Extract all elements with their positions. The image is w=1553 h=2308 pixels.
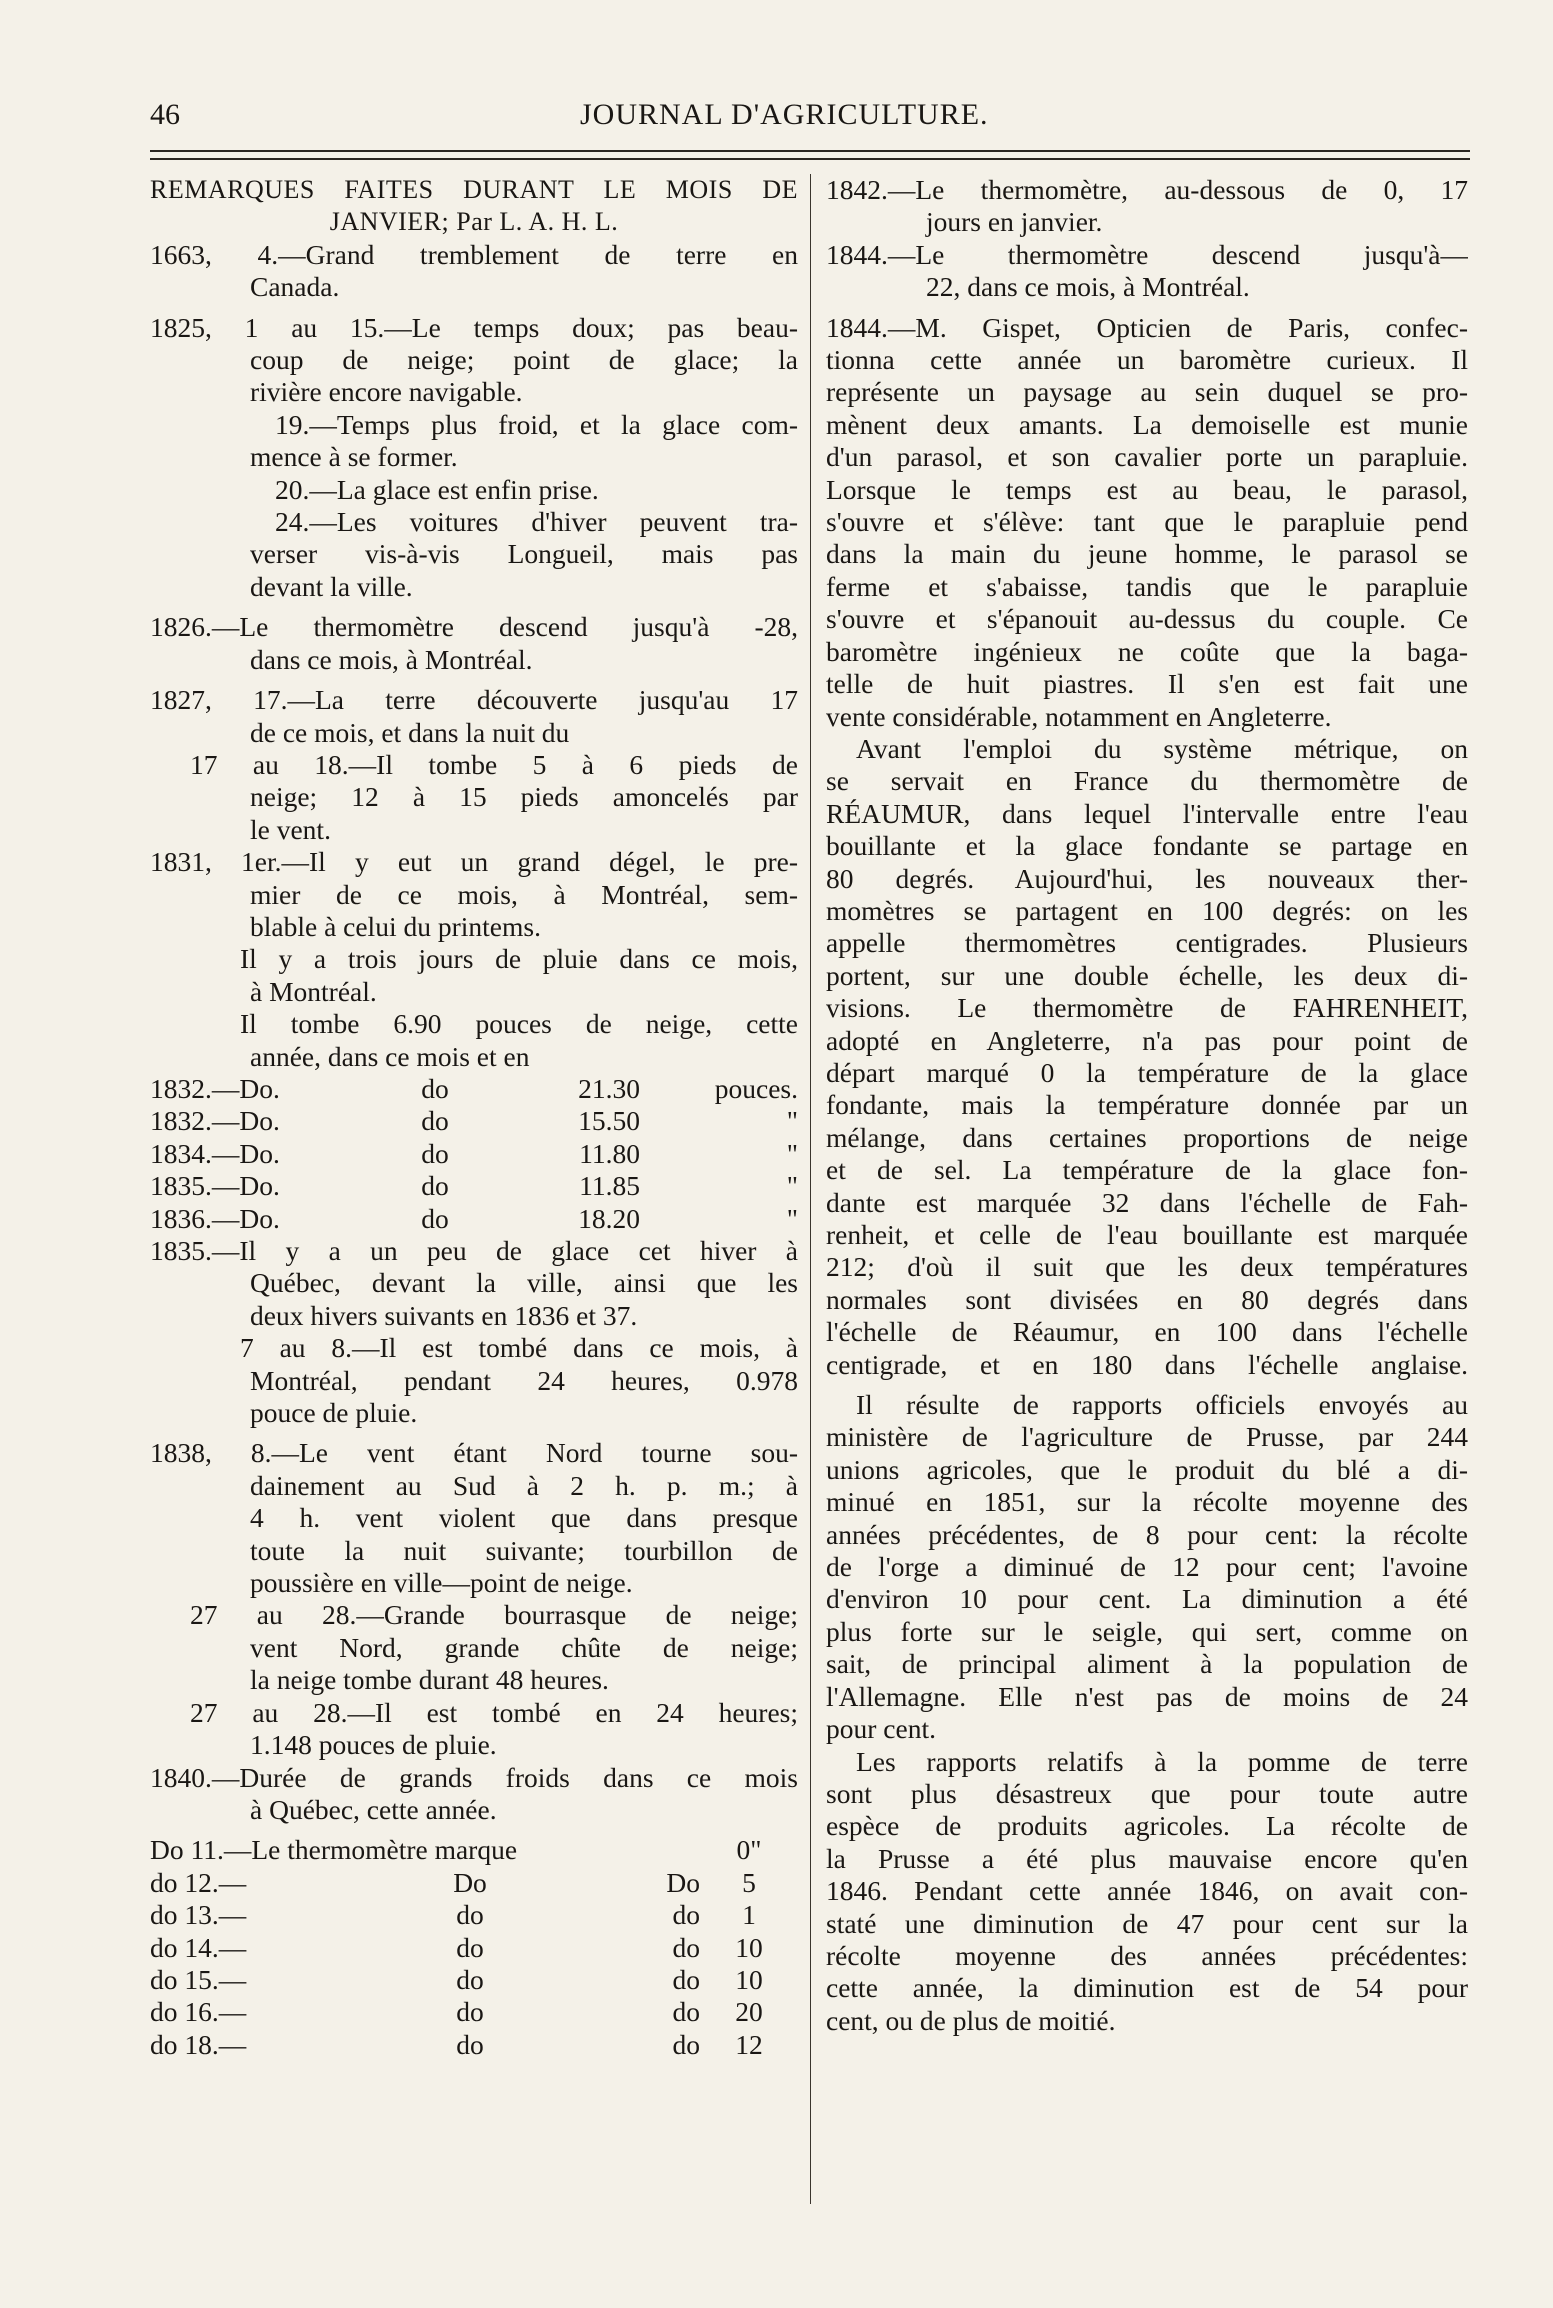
text-line: Lorsque le temps est au beau, le parasol, [826, 473, 1468, 505]
page-header [150, 98, 1470, 138]
paragraph-barometer [826, 312, 1468, 733]
section-heading [150, 174, 798, 239]
text-line: 1825, 1 au 15.—Le temps doux; pas beau- [150, 311, 798, 343]
text-line: appelle thermomètres centigrades. Plusieurs [826, 927, 1468, 959]
text-line: telle de huit piastres. Il s'en est fait une [826, 668, 1468, 700]
text-line: d'un parasol, et son cavalier porte un parapluie. [826, 441, 1468, 473]
text-line: dans la main du jeune homme, le parasol se [826, 538, 1468, 570]
text-line: Québec, devant la ville, ainsi que les [250, 1267, 798, 1299]
table-row [150, 1867, 798, 1899]
text-line: 1844.—Le thermomètre descend jusqu'à— [826, 238, 1468, 270]
text-line: ministère de l'agriculture de Prusse, par 244 [826, 1421, 1468, 1453]
text-line: récolte moyenne des années précédentes: [826, 1939, 1468, 1971]
text-line: 1835.—Il y a un peu de glace cet hiver à [150, 1235, 798, 1266]
text-line: do [421, 1137, 449, 1169]
text-line: pour cent. [826, 1713, 936, 1745]
text-line: 20 [735, 1996, 763, 2028]
text-line: Do [453, 1866, 487, 1898]
text-line: do [672, 1899, 700, 1931]
text-line: Avant l'emploi du système métrique, on [856, 732, 1468, 764]
text-line: toute la nuit suivante; tourbillon de [250, 1534, 798, 1566]
text-line: 1844.—M. Gispet, Opticien de Paris, confec- [826, 311, 1468, 343]
text-line: 10 [735, 1963, 763, 1995]
text-line: et de sel. La température de la glace fon- [826, 1154, 1468, 1186]
text-line: mence à se former. [250, 441, 458, 473]
text-line: do [421, 1170, 449, 1202]
text-line: do [672, 1996, 700, 2028]
text-line: plus forte sur le seigle, qui sert, comme on [826, 1615, 1468, 1647]
text-line: 5 [742, 1866, 756, 1898]
text-line: pouce de pluie. [250, 1397, 418, 1429]
text-line: do [456, 1996, 484, 2028]
text-line: do [456, 1963, 484, 1995]
text-line: bouillante et la glace fondante se partage en [826, 830, 1468, 862]
text-line: années précédentes, de 8 pour cent: la récolte [826, 1518, 1468, 1550]
entry-1825 [150, 312, 798, 604]
text-line: le vent. [250, 813, 331, 845]
text-line: cette année, la diminution est de 54 pour [826, 1972, 1468, 2004]
text-line: do [456, 2028, 484, 2060]
text-line: blable à celui du printems. [250, 910, 541, 942]
text-line: 15.50 [578, 1105, 640, 1137]
text-line: " [786, 1137, 798, 1169]
text-line: dainement au Sud à 2 h. p. m.; à [250, 1469, 798, 1501]
text-line: unions agricoles, que le produit du blé a di- [826, 1453, 1468, 1485]
text-line: devant la ville. [250, 570, 413, 602]
text-line: REMARQUES FAITES DURANT LE MOIS DE [150, 175, 798, 204]
text-line: 22, dans ce mois, à Montréal. [926, 271, 1250, 303]
text-line: 1832.—Do. [150, 1072, 280, 1104]
text-line: pouces. [714, 1072, 798, 1104]
text-line: à Québec, cette année. [250, 1793, 497, 1825]
text-line: dans ce mois, à Montréal. [250, 643, 533, 675]
text-line: centigrade, et en 180 dans l'échelle anglaise. [826, 1348, 1468, 1380]
text-line: baromètre ingénieux ne coûte que la baga- [826, 635, 1468, 667]
text-line: s'ouvre et s'élève: tant que le parapluie pend [826, 506, 1468, 538]
text-line: cent, ou de plus de moitié. [826, 2004, 1116, 2036]
text-line: 20.—La glace est enfin prise. [275, 473, 599, 505]
text-line: 80 degrés. Aujourd'hui, les nouveaux ther- [826, 862, 1468, 894]
text-line: " [786, 1202, 798, 1234]
table-row [150, 1203, 798, 1235]
text-line: jours en janvier. [926, 206, 1103, 238]
text-line: Do 11.—Le thermomètre marque [150, 1834, 518, 1866]
text-line: do 13.— [150, 1899, 247, 1931]
text-line: ferme et s'abaisse, tandis que le parapluie [826, 570, 1468, 602]
text-line: vent Nord, grande chûte de neige; [250, 1631, 798, 1663]
text-line: 1835.—Do. [150, 1170, 280, 1202]
text-line: 1663, 4.—Grand tremblement de terre en [150, 238, 798, 270]
table-row [150, 1170, 798, 1202]
text-line: la Prusse a été plus mauvaise encore qu'en [826, 1842, 1468, 1874]
text-line: représente un paysage au sein duquel se pro- [826, 376, 1468, 408]
paragraph-potato [826, 1746, 1468, 2038]
text-line: poussière en ville—point de neige. [250, 1567, 633, 1599]
text-line: visions. Le thermomètre de FAHRENHEIT, [826, 992, 1468, 1024]
text-line: 1842.—Le thermomètre, au-dessous de 0, 17 [826, 174, 1468, 205]
text-line: deux hivers suivants en 1836 et 37. [250, 1299, 638, 1331]
text-line: 18.20 [578, 1202, 640, 1234]
temperature-table [150, 1834, 798, 2061]
text-line: 1 [742, 1899, 756, 1931]
text-line: do [672, 2028, 700, 2060]
text-line: 21.30 [578, 1072, 640, 1104]
table-row [150, 1932, 798, 1964]
table-row [150, 1899, 798, 1931]
text-line: vente considérable, notamment en Angleterre. [826, 700, 1332, 732]
table-row [150, 1834, 798, 1866]
text-line: 19.—Temps plus froid, et la glace com- [275, 408, 798, 440]
text-line: mier de ce mois, à Montréal, sem- [250, 878, 798, 910]
text-line: mélange, dans certaines proportions de neige [826, 1121, 1468, 1153]
page-number: 46 [150, 98, 180, 131]
text-line: 24.—Les voitures d'hiver peuvent tra- [275, 506, 798, 538]
entry-1838 [150, 1437, 798, 1761]
text-line: 212; d'où il suit que les deux températures [826, 1251, 1468, 1283]
text-line: do [672, 1963, 700, 1995]
text-line: Il y a trois jours de pluie dans ce mois, [240, 943, 798, 975]
running-title: JOURNAL D'AGRICULTURE. [580, 98, 989, 131]
text-line: tionna cette année un baromètre curieux. Il [826, 344, 1468, 376]
text-line: 17 au 18.—Il tombe 5 à 6 pieds de [190, 748, 798, 780]
text-line: espèce de produits agricoles. La récolte de [826, 1810, 1468, 1842]
entry-1663 [150, 239, 798, 304]
text-line: portent, sur une double échelle, les deux di- [826, 959, 1468, 991]
text-line: mènent deux amants. La demoiselle est munie [826, 408, 1468, 440]
text-line: normales sont divisées en 80 degrés dans [826, 1283, 1468, 1315]
text-line: 27 au 28.—Il est tombé en 24 heures; [190, 1696, 798, 1728]
text-line: d'environ 10 pour cent. La diminution a été [826, 1583, 1468, 1615]
text-line: do 14.— [150, 1931, 247, 1963]
paragraph-thermometers [826, 733, 1468, 1381]
text-line: année, dans ce mois et en [250, 1040, 530, 1072]
text-line: la neige tombe durant 48 heures. [250, 1664, 609, 1696]
snow-table [150, 1073, 798, 1235]
entry-1844 [826, 239, 1468, 304]
entry-1840 [150, 1762, 798, 1827]
table-row [150, 1105, 798, 1137]
text-line: sont plus désastreux que pour toute autre [826, 1777, 1468, 1809]
text-line: 0" [736, 1834, 762, 1866]
text-line: Il tombe 6.90 pouces de neige, cette [240, 1008, 798, 1040]
text-line: 12 [735, 2028, 763, 2060]
text-line: do [421, 1202, 449, 1234]
text-line: RÉAUMUR, dans lequel l'intervalle entre l'eau [826, 797, 1468, 829]
entry-1826 [150, 611, 798, 676]
text-line: " [786, 1170, 798, 1202]
text-line: renheit, et celle de l'eau bouillante est marquée [826, 1219, 1468, 1250]
table-row [150, 1138, 798, 1170]
text-line: do [421, 1105, 449, 1137]
text-line: do [456, 1931, 484, 1963]
text-line: do 16.— [150, 1996, 247, 2028]
entry-1827 [150, 684, 798, 846]
paragraph-prussia-harvest [826, 1389, 1468, 1745]
text-line: verser vis-à-vis Longueil, mais pas [250, 538, 798, 570]
text-line: Il résulte de rapports officiels envoyés au [856, 1389, 1468, 1421]
left-column [150, 174, 798, 2224]
text-line: départ marqué 0 la température de la glace [826, 1056, 1468, 1088]
text-line: dante est marquée 32 dans l'échelle de Fah- [826, 1186, 1468, 1218]
text-line: l'Allemagne. Elle n'est pas de moins de 24 [826, 1680, 1468, 1712]
table-row [150, 1996, 798, 2028]
text-line: fondante, mais la température donnée par un [826, 1089, 1468, 1121]
text-line: 1840.—Durée de grands froids dans ce mois [150, 1761, 798, 1793]
entry-1835 [150, 1235, 798, 1429]
text-line: JANVIER; Par L. A. H. L. [329, 207, 619, 237]
text-line: neige; 12 à 15 pieds amoncelés par [250, 781, 798, 813]
text-line: Do [666, 1866, 700, 1898]
text-line: 1838, 8.—Le vent étant Nord tourne sou- [150, 1437, 798, 1469]
entry-1831 [150, 846, 798, 1073]
text-line: 1832.—Do. [150, 1105, 280, 1137]
right-column [826, 174, 1468, 2224]
text-line: Montréal, pendant 24 heures, 0.978 [250, 1364, 798, 1396]
text-line: do [456, 1899, 484, 1931]
text-line: do [421, 1072, 449, 1104]
text-line: se servait en France du thermomètre de [826, 765, 1468, 797]
entry-1842 [826, 174, 1468, 239]
text-line: do 12.— [150, 1866, 247, 1898]
text-line: 4 h. vent violent que dans presque [250, 1502, 798, 1534]
text-line: 1.148 pouces de pluie. [250, 1729, 497, 1761]
text-line: momètres se partagent en 100 degrés: on les [826, 894, 1468, 926]
text-line: coup de neige; point de glace; la [250, 344, 798, 376]
text-line: de ce mois, et dans la nuit du [250, 716, 570, 748]
text-line: staté une diminution de 47 pour cent sur la [826, 1907, 1468, 1939]
text-line: do 18.— [150, 2028, 247, 2060]
text-line: 1834.—Do. [150, 1137, 280, 1169]
text-line: l'échelle de Réaumur, en 100 dans l'échelle [826, 1316, 1468, 1348]
text-line: adopté en Angleterre, n'a pas pour point de [826, 1024, 1468, 1056]
text-line: 1846. Pendant cette année 1846, on avait con- [826, 1875, 1468, 1907]
text-line: de l'orge a diminué de 12 pour cent; l'avoine [826, 1551, 1468, 1583]
column-divider [810, 174, 811, 2204]
header-rule-top [150, 150, 1470, 152]
text-line: minué en 1851, sur la récolte moyenne des [826, 1486, 1468, 1518]
text-line: 1827, 17.—La terre découverte jusqu'au 17 [150, 684, 798, 716]
text-line: 11.85 [579, 1170, 640, 1202]
text-line: Canada. [250, 271, 340, 303]
text-line: 10 [735, 1931, 763, 1963]
table-row [150, 1964, 798, 1996]
table-row [150, 2029, 798, 2061]
text-line: rivière encore navigable. [250, 376, 523, 408]
text-line: " [786, 1105, 798, 1137]
text-line: 11.80 [579, 1137, 640, 1169]
text-line: 27 au 28.—Grande bourrasque de neige; [190, 1599, 798, 1631]
header-rule-bottom [150, 158, 1470, 160]
text-line: à Montréal. [250, 975, 377, 1007]
text-line: Les rapports relatifs à la pomme de terre [856, 1745, 1468, 1777]
text-line: do [672, 1931, 700, 1963]
text-line: 7 au 8.—Il est tombé dans ce mois, à [240, 1332, 798, 1364]
table-row [150, 1073, 798, 1105]
text-line: 1836.—Do. [150, 1202, 280, 1234]
text-line: 1831, 1er.—Il y eut un grand dégel, le pre- [150, 846, 798, 878]
text-line: sait, de principal aliment à la population de [826, 1648, 1468, 1680]
text-line: 1826.—Le thermomètre descend jusqu'à -28, [150, 611, 798, 643]
text-line: do 15.— [150, 1963, 247, 1995]
text-line: s'ouvre et s'épanouit au-dessus du couple. Ce [826, 603, 1468, 635]
